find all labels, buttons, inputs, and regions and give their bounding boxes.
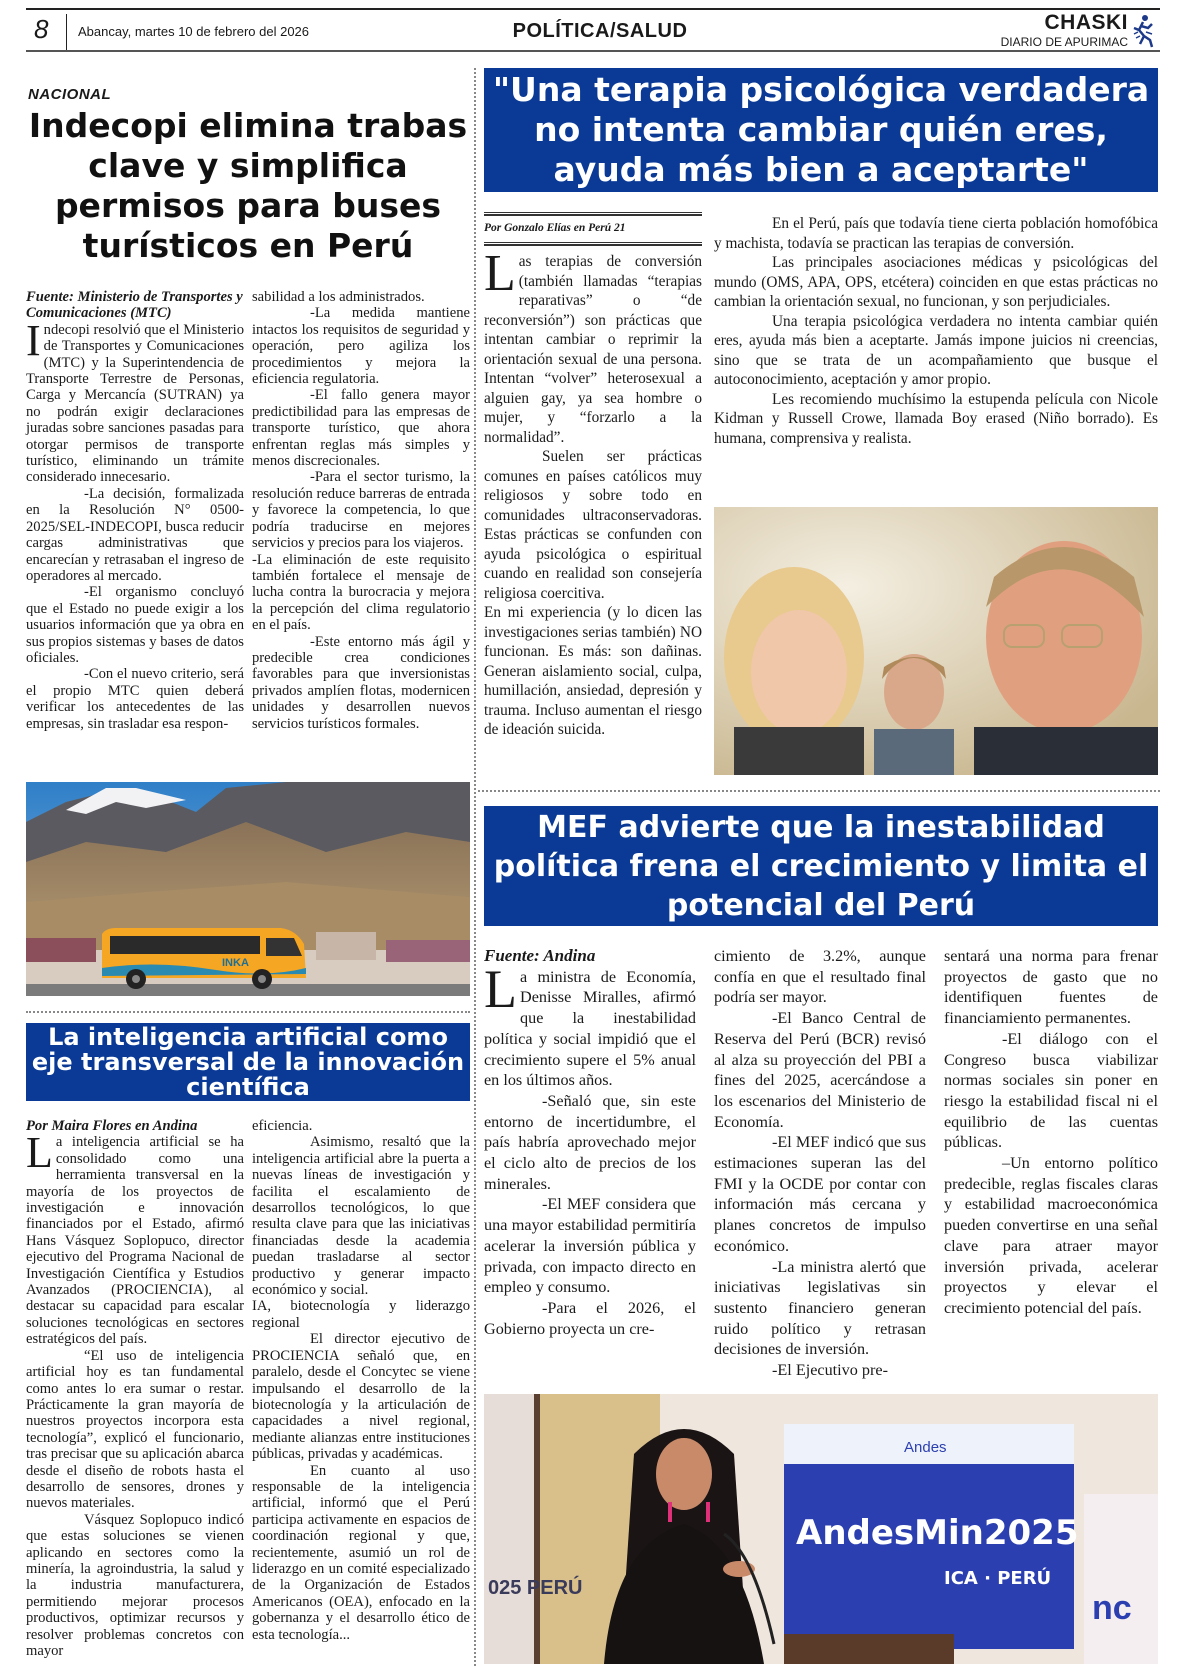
row-divider: [478, 790, 1160, 792]
chaski-runner-logo-icon: [1130, 14, 1156, 48]
section-kicker: NACIONAL: [28, 86, 112, 103]
photo-minister-speech: [484, 1394, 1158, 1664]
byline-rule: [484, 212, 702, 216]
byline: Por Maira Flores en Andina: [26, 1118, 198, 1134]
mef-column-2: [714, 946, 926, 1381]
podium: [784, 1634, 954, 1664]
paragraph: -El Banco Central de Reserva del Perú (BCR) revisó al alza su proyección del PBI a fines del 2025, acercándose a los escenarios del Ministerio de Economía.: [714, 1009, 926, 1131]
paragraph: -El Ejecutivo pre-: [772, 1361, 888, 1380]
issue-date: Abancay, martes 10 de febrero del 2026: [78, 24, 310, 39]
paragraph: -Con el nuevo criterio, será el propio MTC quien deberá verificar los antecedentes de las empresas, sin trasladar esa respon-: [26, 666, 244, 732]
section-title: POLÍTICA/SALUD: [512, 20, 688, 42]
byline-rule: [484, 242, 702, 246]
paragraph: -Este entorno más ágil y predecible crea condiciones favorables para que inversionistas privados amplíen flotas, modernicen unidades y desarrollen nuevos servicios turísticos formales.: [252, 633, 470, 732]
subheading: IA, biotecnología y liderazgo regional: [252, 1298, 470, 1331]
paragraph: En el Perú, país que todavía tiene cierta población homofóbica y machista, todavía se practican las terapias de conversión.: [714, 215, 1158, 252]
paragraph: sentará una norma para frenar proyectos de gasto que no identifiquen fuentes de financiamiento permanentes.: [944, 947, 1158, 1028]
paragraph: -El fallo genera mayor predictibilidad para las empresas de transporte turístico, que ahora enfrentan reglas más simples y menos discrecionales.: [252, 387, 470, 470]
row-divider: [26, 1011, 470, 1013]
movie-still-illustration: [714, 507, 1158, 775]
paragraph: -La ministra alertó que iniciativas legislativas sin sustento financiero generan ruido político y retrasan decisiones de inversión.: [714, 1257, 926, 1359]
source-line: Fuente: Andina: [484, 946, 596, 965]
photo-tourist-bus: [26, 782, 470, 996]
paragraph: -La eliminación de este requisito también fortalece el mensaje de lucha contra la burocracia y mejora la percepción del clima regulatorio en el país.: [252, 551, 470, 634]
side-banner-left: 025 PERÚ: [488, 1577, 583, 1599]
headline-terapia: "Una terapia psicológica verdadera no intenta cambiar quién eres, ayuda más bien a aceptarte": [484, 68, 1158, 192]
banner-sponsor: Andes: [904, 1439, 947, 1456]
photo-boy-erased: [714, 507, 1158, 775]
paragraph: sabilidad a los administrados.: [252, 289, 425, 305]
paragraph: Les recomiendo muchísimo la estupenda película con Nicole Kidman y Russell Crowe, llamada Boy erased (Niño borrado). Es humana, comprensiva y realista.: [714, 390, 1158, 447]
mef-column-1: [484, 946, 696, 1339]
paragraph: -La medida mantiene intactos los requisitos de seguridad y operación, pero agiliza los procedimientos y mejora la eficiencia regulatoria.: [252, 305, 470, 388]
paragraph: eficiencia.: [252, 1118, 313, 1134]
ia-column-1: [26, 1118, 244, 1659]
paragraph: -Para el 2026, el Gobierno proyecta un cre-: [484, 1298, 696, 1338]
paragraph: -Señaló que, sin este entorno de incertidumbre, el país habría aprovechado mejor el ciclo alto de precios de los minerales.: [484, 1091, 696, 1193]
paragraph: -El MEF considera que una mayor estabilidad permitiría acelerar la inversión pública y privada, con impacto directo en empleo y consumo.: [484, 1195, 696, 1297]
older-man-figure: [974, 541, 1158, 775]
paragraph: En cuanto al uso responsable de la inteligencia artificial, informó que el Perú participa activamente en espacios de coordinación regional y que, recientemente, asumió un rol de liderazgo en un comité especializado de la Organización de Estados Americanos (OEA), enfocado en la gobernanza y el desarrollo ético de esta tecnología...: [252, 1462, 470, 1643]
banner-location: ICA · PERÚ: [944, 1568, 1052, 1589]
ia-column-2: [252, 1118, 470, 1643]
brand-name: CHASKI: [1044, 11, 1128, 34]
paragraph: Suelen ser prácticas comunes en países católicos muy religiosos y sobre todo en comunidades ultraconservadoras. Estas prácticas se confunden con ayuda psicológica o espiritual cuando en realidad son consejería religiosa coercitiva.: [484, 448, 702, 602]
header-bottom-rule: [26, 50, 1160, 52]
drop-cap: I: [26, 315, 41, 365]
terapia-column-2: [714, 214, 1158, 448]
paragraph: -La decisión, formalizada en la Resolución N° 0500-2025/SEL-INDECOPI, busca reducir cargas administrativas que encarecían y retrasaban el ingreso de operadores al mercado.: [26, 485, 244, 584]
paragraph: En mi experiencia (y lo dicen las investigaciones serias también) NO funcionan. Es más: son dañinas. Generan aislamiento social, culpa, humillación, ansiedad, depresión y trauma. Incluso aumentan el riesgo de ideación suicida.: [484, 604, 702, 738]
paragraph: -El organismo concluyó que el Estado no puede exigir a los usuarios información que ya obra en sus propios sistemas y bases de datos oficiales.: [26, 584, 244, 666]
byline: Por Gonzalo Elías en Perú 21: [484, 222, 626, 234]
paragraph: ndecopi resolvió que el Ministerio de Transportes y Comunicaciones (MTC) y la Superintendencia de Transporte Terrestre de Personas, Carga y Mercancía (SUTRAN) ya no podrán exigir declaraciones juradas sobre sanciones pasadas para otorgar permisos de transporte turístico, eliminando un trámite considerado innecesario.: [26, 321, 244, 486]
indecopi-column-1: [26, 289, 244, 732]
paragraph: El director ejecutivo de PROCIENCIA señaló que, en paralelo, desde el Concytec se viene impulsando el desarrollo de la biotecnología y la articulación de capacidades a nivel regional, mediante alianzas entre instituciones públicas, privadas y académicas.: [252, 1331, 470, 1463]
paragraph: Una terapia psicológica verdadera no intenta cambiar quién eres, ayuda más bien a aceptarte. Jamás impone juicios ni creencias, sino que se trata de un acompañamiento que busque el autoconocimiento, aceptación y amor propio.: [714, 312, 1158, 388]
paragraph: a ministra de Economía, Denisse Miralles, afirmó que la inestabilidad política y social impidió que el crecimiento supere el 5% anual en los últimos años.: [484, 967, 696, 1090]
paragraph: cimiento de 3.2%, aunque confía en que el resultado final podría ser mayor.: [714, 947, 926, 1007]
headline-mef: MEF advierte que la inestabilidad política frena el crecimiento y limita el potencial del Perú: [484, 806, 1158, 926]
woman-figure: [724, 567, 864, 775]
drop-cap: L: [484, 958, 517, 1019]
indecopi-column-2: [252, 289, 470, 732]
mef-column-3: [944, 946, 1158, 1319]
paragraph: a inteligencia artificial se ha consolidado como una herramienta transversal en la mayoría de los proyectos de investigación e innovación financiados por el Estado, afirmó Hans Vásquez Soplopuco, director ejecutivo del Programa Nacional de Investigación Científica y Estudios Avanzados (PROCIENCIA), al destacar su capacidad para escalar soluciones tecnológicas en sectores estratégicos del país.: [26, 1134, 244, 1348]
headline-ia: La inteligencia artificial como eje transversal de la innovación científica: [26, 1023, 470, 1101]
paragraph: -El MEF indicó que sus estimaciones superan las del FMI y la OCDE por contar con información más cercana y planes concretos de impulso económico.: [714, 1133, 926, 1255]
brand-subtitle: DIARIO DE APURIMAC: [1000, 35, 1128, 49]
column-divider: [474, 68, 476, 1666]
paragraph: “El uso de inteligencia artificial hoy es tan fundamental como antes lo era sumar o restar. Prácticamente la gran mayoría de nuestros proyectos incorpora esta tecnología”, explicó el funcionario, tras precisar que su aplicación abarca desde el diseño de robots hasta el desarrollo de sensores, drones y nuevos materiales.: [26, 1347, 244, 1512]
paragraph: -Para el sector turismo, la resolución reduce barreras de entrada y favorece la competencia, lo que podría traducirse en mejores servicios y precios para los viajeros.: [252, 469, 470, 552]
source-line: Fuente: Ministerio de Transportes y Comunicaciones (MTC): [26, 289, 243, 322]
bus-logo-text: INKA: [222, 957, 249, 969]
masthead: [1001, 12, 1128, 48]
drop-cap: L: [484, 245, 516, 302]
paragraph: –Un entorno político predecible, reglas fiscales claras y estabilidad macroeconómica pueden convertirse en una señal clave para atraer mayor inversión privada, acelerar proyectos y elevar el crecimiento potencial del país.: [944, 1154, 1158, 1317]
drop-cap: L: [26, 1128, 53, 1178]
side-banner-right: nc: [1092, 1589, 1132, 1627]
header-top-rule: [26, 8, 1160, 10]
minister-event-illustration: [484, 1394, 1158, 1664]
paragraph: Las principales asociaciones médicas y psicológicas del mundo (OMS, APA, OPS, etcétera) coinciden en que estas prácticas no cambian la orientación sexual, no funcionan, y son perjudiciales.: [714, 254, 1158, 310]
paragraph: as terapias de conversión (también llamadas “terapias reparativas” o “de reconversión”) son prácticas que intentan cambiar o reprimir la orientación sexual de una persona. Intentan “volver” heterosexual a alguien gay, ya sea hombre o mujer, y “forzarlo a la normalidad”.: [484, 253, 702, 446]
paragraph: Vásquez Soplopuco indicó que estas soluciones se vienen aplicando en sectores como la minería, la agroindustria, la salud y la industria manufacturera, permitiendo mejorar procesos productivos, optimizar recursos y resolver problemas concretos con mayor: [26, 1511, 244, 1659]
paragraph: -El diálogo con el Congreso busca viabilizar normas sociales sin poner en riesgo la estabilidad fiscal ni el equilibrio de las cuentas públicas.: [944, 1029, 1158, 1152]
bus-landscape-illustration: [26, 782, 470, 996]
event-banner: [784, 1424, 1078, 1649]
headline-indecopi: Indecopi elimina trabas clave y simplifica permisos para buses turísticos en Perú: [28, 106, 468, 265]
page-number: 8: [34, 14, 49, 44]
banner-event-name: AndesMin2025: [796, 1513, 1079, 1553]
terapia-column-1: [484, 245, 702, 740]
paragraph: Asimismo, resaltó que la inteligencia artificial abre la puerta a nuevas líneas de investigación y facilita el escalamiento de desarrollos tecnológicos, lo que resulta clave para que las iniciativas financiadas desde la academia puedan trasladarse al sector productivo y generar impacto económico y social.: [252, 1134, 470, 1299]
